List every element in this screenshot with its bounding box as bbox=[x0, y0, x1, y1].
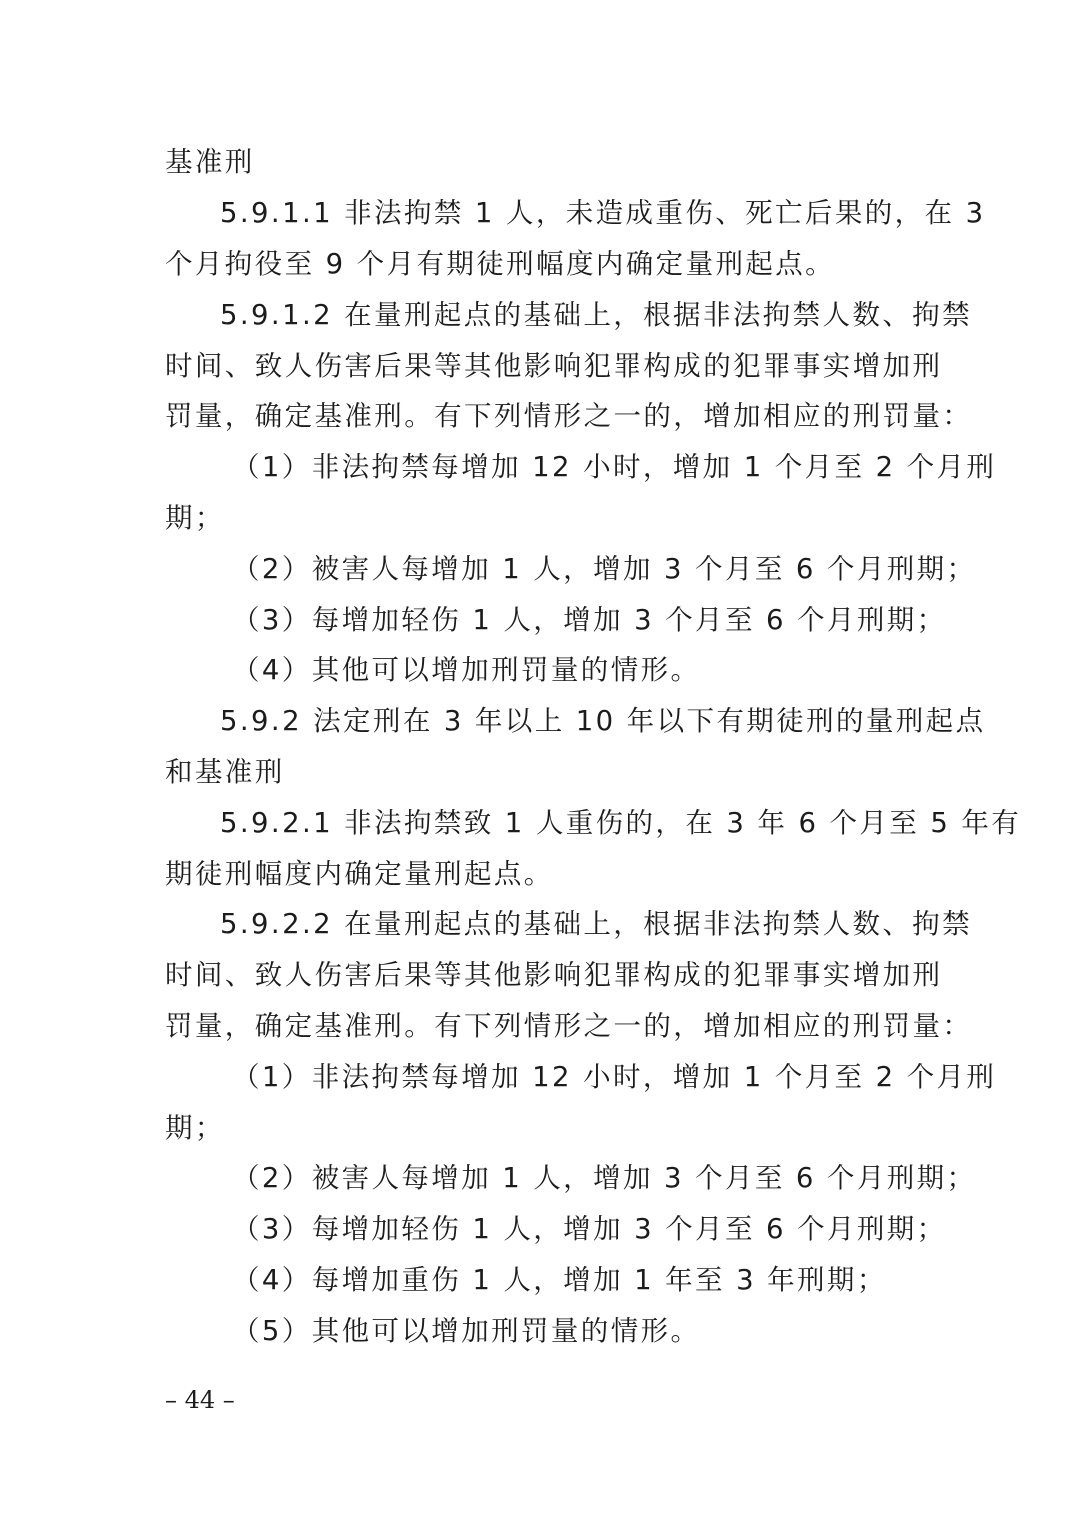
text-line-9: （2）被害人每增加 1 人，增加 3 个月至 6 个月刑期； bbox=[232, 553, 977, 585]
page-number: – 44 – bbox=[165, 1386, 235, 1414]
text-line-3: 个月拘役至 9 个月有期徒刑幅度内确定量刑起点。 bbox=[165, 248, 836, 280]
text-line-21: （2）被害人每增加 1 人，增加 3 个月至 6 个月刑期； bbox=[232, 1162, 977, 1194]
text-line-5: 时间、致人伤害后果等其他影响犯罪构成的犯罪事实增加刑 bbox=[165, 350, 943, 382]
text-line-11: （4）其他可以增加刑罚量的情形。 bbox=[232, 654, 701, 686]
text-line-12: 5.9.2 法定刑在 3 年以上 10 年以下有期徒刑的量刑起点 bbox=[220, 705, 986, 737]
text-line-16: 5.9.2.2 在量刑起点的基础上，根据非法拘禁人数、拘禁 bbox=[220, 908, 973, 940]
text-line-22: （3）每增加轻伤 1 人，增加 3 个月至 6 个月刑期； bbox=[232, 1213, 947, 1245]
text-line-17: 时间、致人伤害后果等其他影响犯罪构成的犯罪事实增加刑 bbox=[165, 959, 943, 991]
text-line-18: 罚量，确定基准刑。有下列情形之一的，增加相应的刑罚量： bbox=[165, 1010, 973, 1042]
text-line-1: 基准刑 bbox=[165, 146, 255, 178]
text-line-14: 5.9.2.1 非法拘禁致 1 人重伤的，在 3 年 6 个月至 5 年有 bbox=[220, 807, 1022, 839]
text-line-23: （4）每增加重伤 1 人，增加 1 年至 3 年刑期； bbox=[232, 1264, 887, 1296]
text-line-6: 罚量，确定基准刑。有下列情形之一的，增加相应的刑罚量： bbox=[165, 400, 973, 432]
text-line-13: 和基准刑 bbox=[165, 756, 285, 788]
text-line-4: 5.9.1.2 在量刑起点的基础上，根据非法拘禁人数、拘禁 bbox=[220, 299, 973, 331]
text-line-20: 期； bbox=[165, 1112, 225, 1144]
text-line-24: （5）其他可以增加刑罚量的情形。 bbox=[232, 1315, 701, 1347]
text-line-19: （1）非法拘禁每增加 12 小时，增加 1 个月至 2 个月刑 bbox=[232, 1061, 997, 1093]
text-line-15: 期徒刑幅度内确定量刑起点。 bbox=[165, 858, 554, 890]
text-line-2: 5.9.1.1 非法拘禁 1 人，未造成重伤、死亡后果的，在 3 bbox=[220, 197, 986, 229]
text-line-8: 期； bbox=[165, 502, 225, 534]
text-line-7: （1）非法拘禁每增加 12 小时，增加 1 个月至 2 个月刑 bbox=[232, 451, 997, 483]
text-line-10: （3）每增加轻伤 1 人，增加 3 个月至 6 个月刑期； bbox=[232, 604, 947, 636]
